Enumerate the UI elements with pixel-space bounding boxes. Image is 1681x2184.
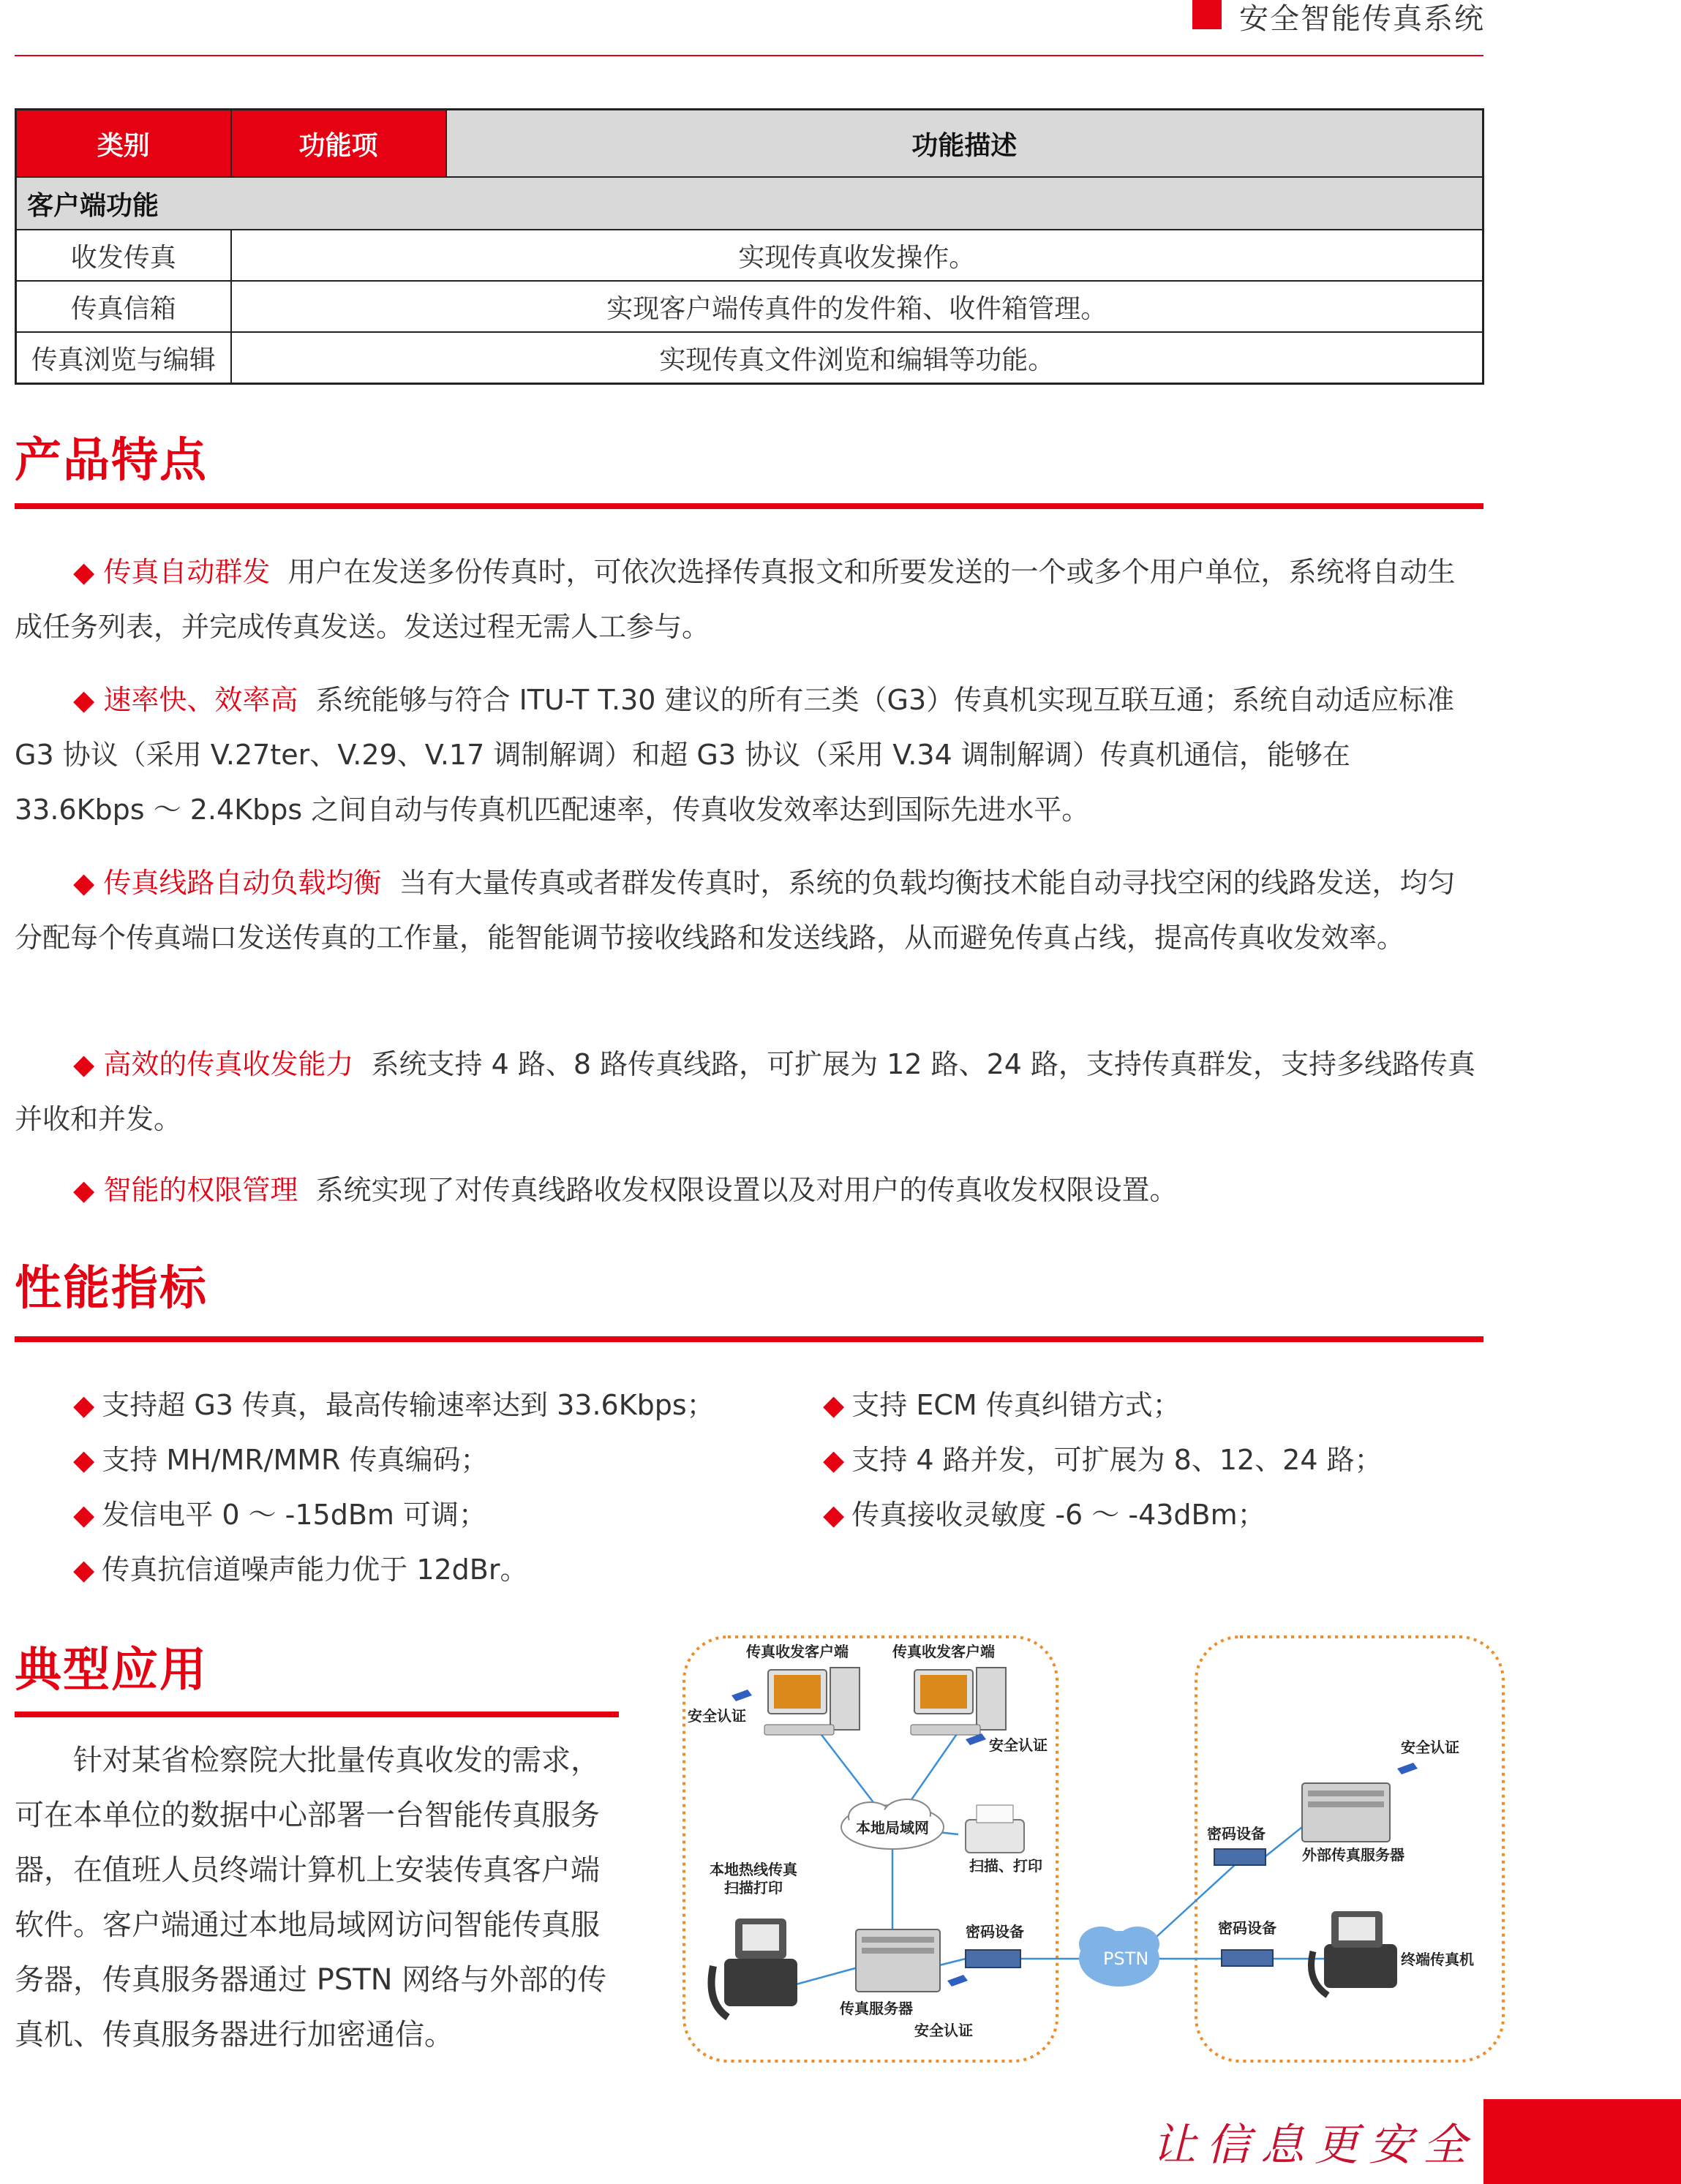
spec-text: 支持超 G3 传真，最高传输速率达到 33.6Kbps； — [102, 1389, 715, 1421]
spec-item — [73, 1437, 489, 1477]
network-diagram — [673, 1622, 1507, 2076]
feature-keyword: 智能的权限管理 — [103, 1174, 298, 1206]
lan-label: 本地局域网 — [856, 1819, 929, 1837]
feature-paragraph — [15, 1037, 1482, 1147]
spec-item — [73, 1492, 486, 1532]
table-header-category: 类别 — [16, 110, 231, 178]
auth2-label: 安全认证 — [989, 1736, 1048, 1754]
spec-text: 支持 MH/MR/MMR 传真编码； — [102, 1444, 489, 1476]
crypto1-label: 密码设备 — [966, 1923, 1024, 1940]
diamond-bullet-icon: ◆ — [73, 556, 95, 588]
features-title: 产品特点 — [15, 434, 208, 488]
spec-text: 传真接收灵敏度 -6 ～ -43dBm； — [851, 1499, 1266, 1531]
table-cell-item: 传真浏览与编辑 — [16, 332, 231, 384]
crypto2-label: 密码设备 — [1207, 1825, 1266, 1842]
diamond-bullet-icon: ◆ — [73, 684, 95, 716]
header-accent-square — [1192, 0, 1222, 29]
table-cell-item: 传真信箱 — [16, 281, 231, 332]
function-table — [15, 108, 1484, 385]
external-fax-server-icon — [1302, 1783, 1390, 1842]
client-computer-icon — [764, 1668, 860, 1735]
header-rule — [15, 55, 1483, 56]
header-title: 安全智能传真系统 — [1239, 2, 1485, 36]
crypto-device-icon — [1222, 1950, 1273, 1966]
diamond-bullet-icon: ◆ — [73, 1048, 95, 1080]
table-cell-desc: 实现传真收发操作。 — [231, 230, 1483, 281]
table-row — [16, 332, 1483, 384]
spec-item — [823, 1437, 1383, 1477]
diamond-bullet-icon: ◆ — [823, 1389, 845, 1421]
diamond-bullet-icon: ◆ — [73, 1444, 95, 1476]
spec-text: 传真抗信道噪声能力优于 12dBr。 — [102, 1554, 528, 1586]
table-group-label: 客户端功能 — [16, 177, 1483, 230]
spec-text: 支持 ECM 传真纠错方式； — [851, 1389, 1181, 1421]
table-row — [16, 230, 1483, 281]
table-header-row — [16, 110, 1483, 178]
local-fax-label: 本地热线传真 — [710, 1861, 797, 1878]
features-rule — [15, 503, 1483, 509]
feature-paragraph — [15, 545, 1482, 655]
crypto3-label: 密码设备 — [1218, 1919, 1276, 1937]
client2-label: 传真收发客户端 — [892, 1643, 995, 1660]
application-rule — [15, 1712, 619, 1717]
local-fax-label-2: 扫描打印 — [724, 1879, 783, 1897]
table-row — [16, 281, 1483, 332]
spec-text: 发信电平 0 ～ -15dBm 可调； — [102, 1499, 487, 1531]
printer-icon — [966, 1805, 1024, 1853]
client-computer-icon — [911, 1668, 1006, 1735]
spec-item — [823, 1382, 1181, 1423]
fax-server-label: 传真服务器 — [840, 2000, 913, 2017]
client1-label: 传真收发客户端 — [746, 1643, 849, 1660]
feature-keyword: 传真线路自动负载均衡 — [103, 867, 382, 899]
feature-text: 系统实现了对传真线路收发权限设置以及对用户的传真收发权限设置。 — [315, 1174, 1178, 1206]
crypto-device-icon — [1214, 1849, 1266, 1865]
table-cell-desc: 实现客户端传真件的发件箱、收件箱管理。 — [231, 281, 1483, 332]
table-header-description: 功能描述 — [446, 110, 1483, 178]
spec-item — [823, 1492, 1266, 1532]
feature-text: 当有大量传真或者群发传真时，系统的负载均衡技术能自动寻找空闲的线路发送，均匀分配每个传真端口发送传真的工作量，能智能调节接收线路和发送线路，从而避免传真占线，提高传真收发效率。 — [15, 867, 1456, 954]
feature-text: 系统能够与符合 ITU-T T.30 建议的所有三类（G3）传真机实现互联互通；系统自动适应标准 G3 协议（采用 V.27ter、V.29、V.17 调制解调）和超 G3 协议（采用 V.34 调制解调）传真机通信，能够在 33.6Kbps ～ 2.4Kbps 之间自动与传真机匹配速率，传真收发效率达到国际先进水平。 — [15, 684, 1455, 826]
feature-paragraph — [15, 673, 1482, 837]
auth4-label: 安全认证 — [1401, 1739, 1459, 1756]
auth3-label: 安全认证 — [914, 2022, 973, 2039]
table-header-item: 功能项 — [231, 110, 446, 178]
scan-print-label: 扫描、打印 — [969, 1857, 1042, 1875]
feature-text: 用户在发送多份传真时，可依次选择传真报文和所要发送的一个或多个用户单位，系统将自动生成任务列表，并完成传真发送。发送过程无需人工参与。 — [15, 556, 1456, 643]
fax-server-icon — [856, 1929, 940, 1992]
footer-slogan: 让信息更安全 — [1152, 2120, 1477, 2171]
table-cell-item: 收发传真 — [16, 230, 231, 281]
diamond-bullet-icon: ◆ — [73, 1389, 95, 1421]
diamond-bullet-icon: ◆ — [73, 1554, 95, 1586]
auth1-label: 安全认证 — [688, 1707, 746, 1725]
fax-machine-icon — [712, 1918, 798, 2017]
feature-keyword: 高效的传真收发能力 — [103, 1048, 354, 1080]
diamond-bullet-icon: ◆ — [73, 1499, 95, 1531]
feature-paragraph — [15, 1163, 1482, 1218]
usb-key-icon — [1397, 1763, 1418, 1774]
external-server-label: 外部传真服务器 — [1302, 1846, 1404, 1864]
crypto-device-icon — [966, 1950, 1020, 1968]
spec-item — [73, 1547, 527, 1587]
specs-title: 性能指标 — [15, 1262, 208, 1316]
usb-key-icon — [732, 1690, 752, 1701]
usb-key-icon — [947, 1975, 968, 1987]
terminal-fax-icon — [1312, 1911, 1398, 1995]
feature-keyword: 传真自动群发 — [103, 556, 271, 588]
application-title: 典型应用 — [15, 1643, 208, 1698]
feature-paragraph — [15, 856, 1482, 965]
spec-text: 支持 4 路并发，可扩展为 8、12、24 路； — [851, 1444, 1383, 1476]
diamond-bullet-icon: ◆ — [823, 1444, 845, 1476]
diamond-bullet-icon: ◆ — [823, 1499, 845, 1531]
pstn-label: PSTN — [1103, 1948, 1149, 1969]
table-cell-desc: 实现传真文件浏览和编辑等功能。 — [231, 332, 1483, 384]
feature-text: 系统支持 4 路、8 路传真线路，可扩展为 12 路、24 路，支持传真群发，支持多线路传真并收和并发。 — [15, 1048, 1476, 1135]
footer-accent-block — [1483, 2099, 1681, 2184]
spec-item — [73, 1382, 715, 1423]
diamond-bullet-icon: ◆ — [73, 867, 95, 899]
feature-keyword: 速率快、效率高 — [103, 684, 298, 716]
terminal-fax-label: 终端传真机 — [1401, 1951, 1474, 1968]
specs-rule — [15, 1336, 1483, 1342]
application-paragraph: 针对某省检察院大批量传真收发的需求，可在本单位的数据中心部署一台智能传真服务器，在值班人员终端计算机上安装传真客户端软件。客户端通过本地局域网访问智能传真服务器，传真服务器通过 PSTN 网络与外部的传真机、传真服务器进行加密通信。 — [15, 1744, 607, 2052]
table-group-row — [16, 177, 1483, 230]
diamond-bullet-icon: ◆ — [73, 1174, 95, 1206]
